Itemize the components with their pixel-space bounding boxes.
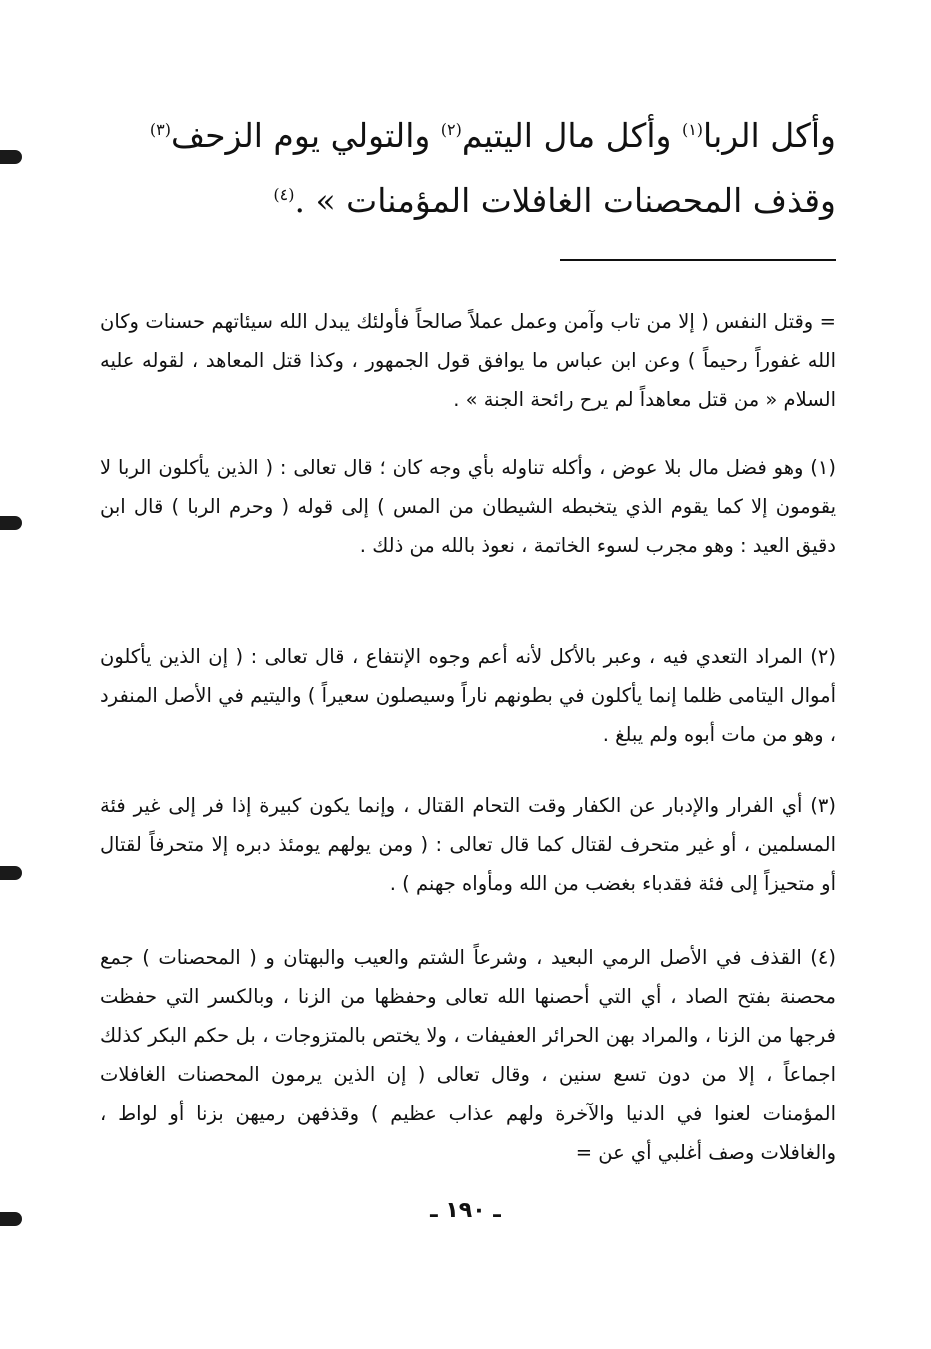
footnote-ref[interactable]: (١) (681, 120, 704, 139)
footnote-3: (٣) أي الفرار والإدبار عن الكفار وقت التحام القتال ، وإنما يكون كبيرة إذا فر إلى غير فئة المسلمين ، أو غير متحرف لقتال كما قال تعالى : ( ومن يولهم يومئذ دبره إلا متحرفاً لقتال أو متحيزاً إلى فئة فقدباء بغضب من الله ومأواه جهنم ) . (100, 793, 836, 895)
footnote-ref[interactable]: (٤) (273, 185, 295, 204)
footnote-1: (١) وهو فضل مال بلا عوض ، وأكله تناوله بأي وجه كان ؛ قال تعالى : ( الذين يأكلون الربا لا يقومون إلا كما يقوم الذي يتخبطه الشيطان من المس ) إلى قوله ( وحرم الربا ) قال ابن دقيق العيد : وهو مجرب لسوء الخاتمة ، نعوذ بالله من ذلك . (100, 455, 836, 557)
main-text-segment: وأكل مال اليتيم (461, 116, 682, 155)
main-text-line (96, 170, 836, 232)
page-number: ـ ١٩٠ ـ (430, 1198, 501, 1223)
footnote-ref[interactable]: (٣) (149, 120, 171, 139)
main-text-line (96, 105, 836, 167)
scan-margin-mark (0, 866, 22, 880)
main-text-segment: وأكل الربا (703, 116, 836, 155)
footnote-ref[interactable]: (٢) (440, 120, 462, 139)
scan-margin-mark (0, 516, 22, 530)
main-text-segment: والتولي يوم الزحف (170, 116, 441, 155)
scan-margin-mark (0, 150, 22, 164)
main-text-segment: وقذف المحصنات الغافلات المؤمنات » . (294, 181, 836, 220)
footnote-4: (٤) القذف في الأصل الرمي البعيد ، وشرعاً الشتم والعيب والبهتان و ( المحصنات ) جمع محصنة بفتح الصاد ، أي التي أحصنها الله تعالى وحفظها من الزنا ، وبالكسر التي حفظت فرجها من الزنا ، والمراد بهن الحرائر العفيفات ، ولا يختص بالمتزوجات ، بل حكم البكر كذلك اجماعاً ، إلا من دون تسع سنين ، وقال تعالى ( إن الذين يرمون المحصنات الغافلات المؤمنات لعنوا في الدنيا والآخرة ولهم عذاب عظيم ) وقذفهن رميهن بزنا أو لواط ، والغافلات وصف أغلبي أي عن = (100, 945, 836, 1164)
footnote-2: (٢) المراد التعدي فيه ، وعبر بالأكل لأنه أعم وجوه الإنتفاع ، قال تعالى : ( إن الذين يأكلون أموال اليتامى ظلما إنما يأكلون في بطونهم ناراً وسيصلون سعيراً ) واليتيم في الأصل المنفرد ، وهو من مات أبوه ولم يبلغ . (100, 644, 836, 746)
footnote-continuation: = وقتل النفس ( إلا من تاب وآمن وعمل عملاً صالحاً فأولئك يبدل الله سيئاتهم حسنات وكان الله غفوراً رحيماً ) وعن ابن عباس ما يوافق قول الجمهور ، وكذا قتل المعاهد ، لقوله عليه السلام « من قتل معاهداً لم يرح رائحة الجنة » . (100, 309, 836, 411)
footnote-separator (560, 259, 836, 261)
